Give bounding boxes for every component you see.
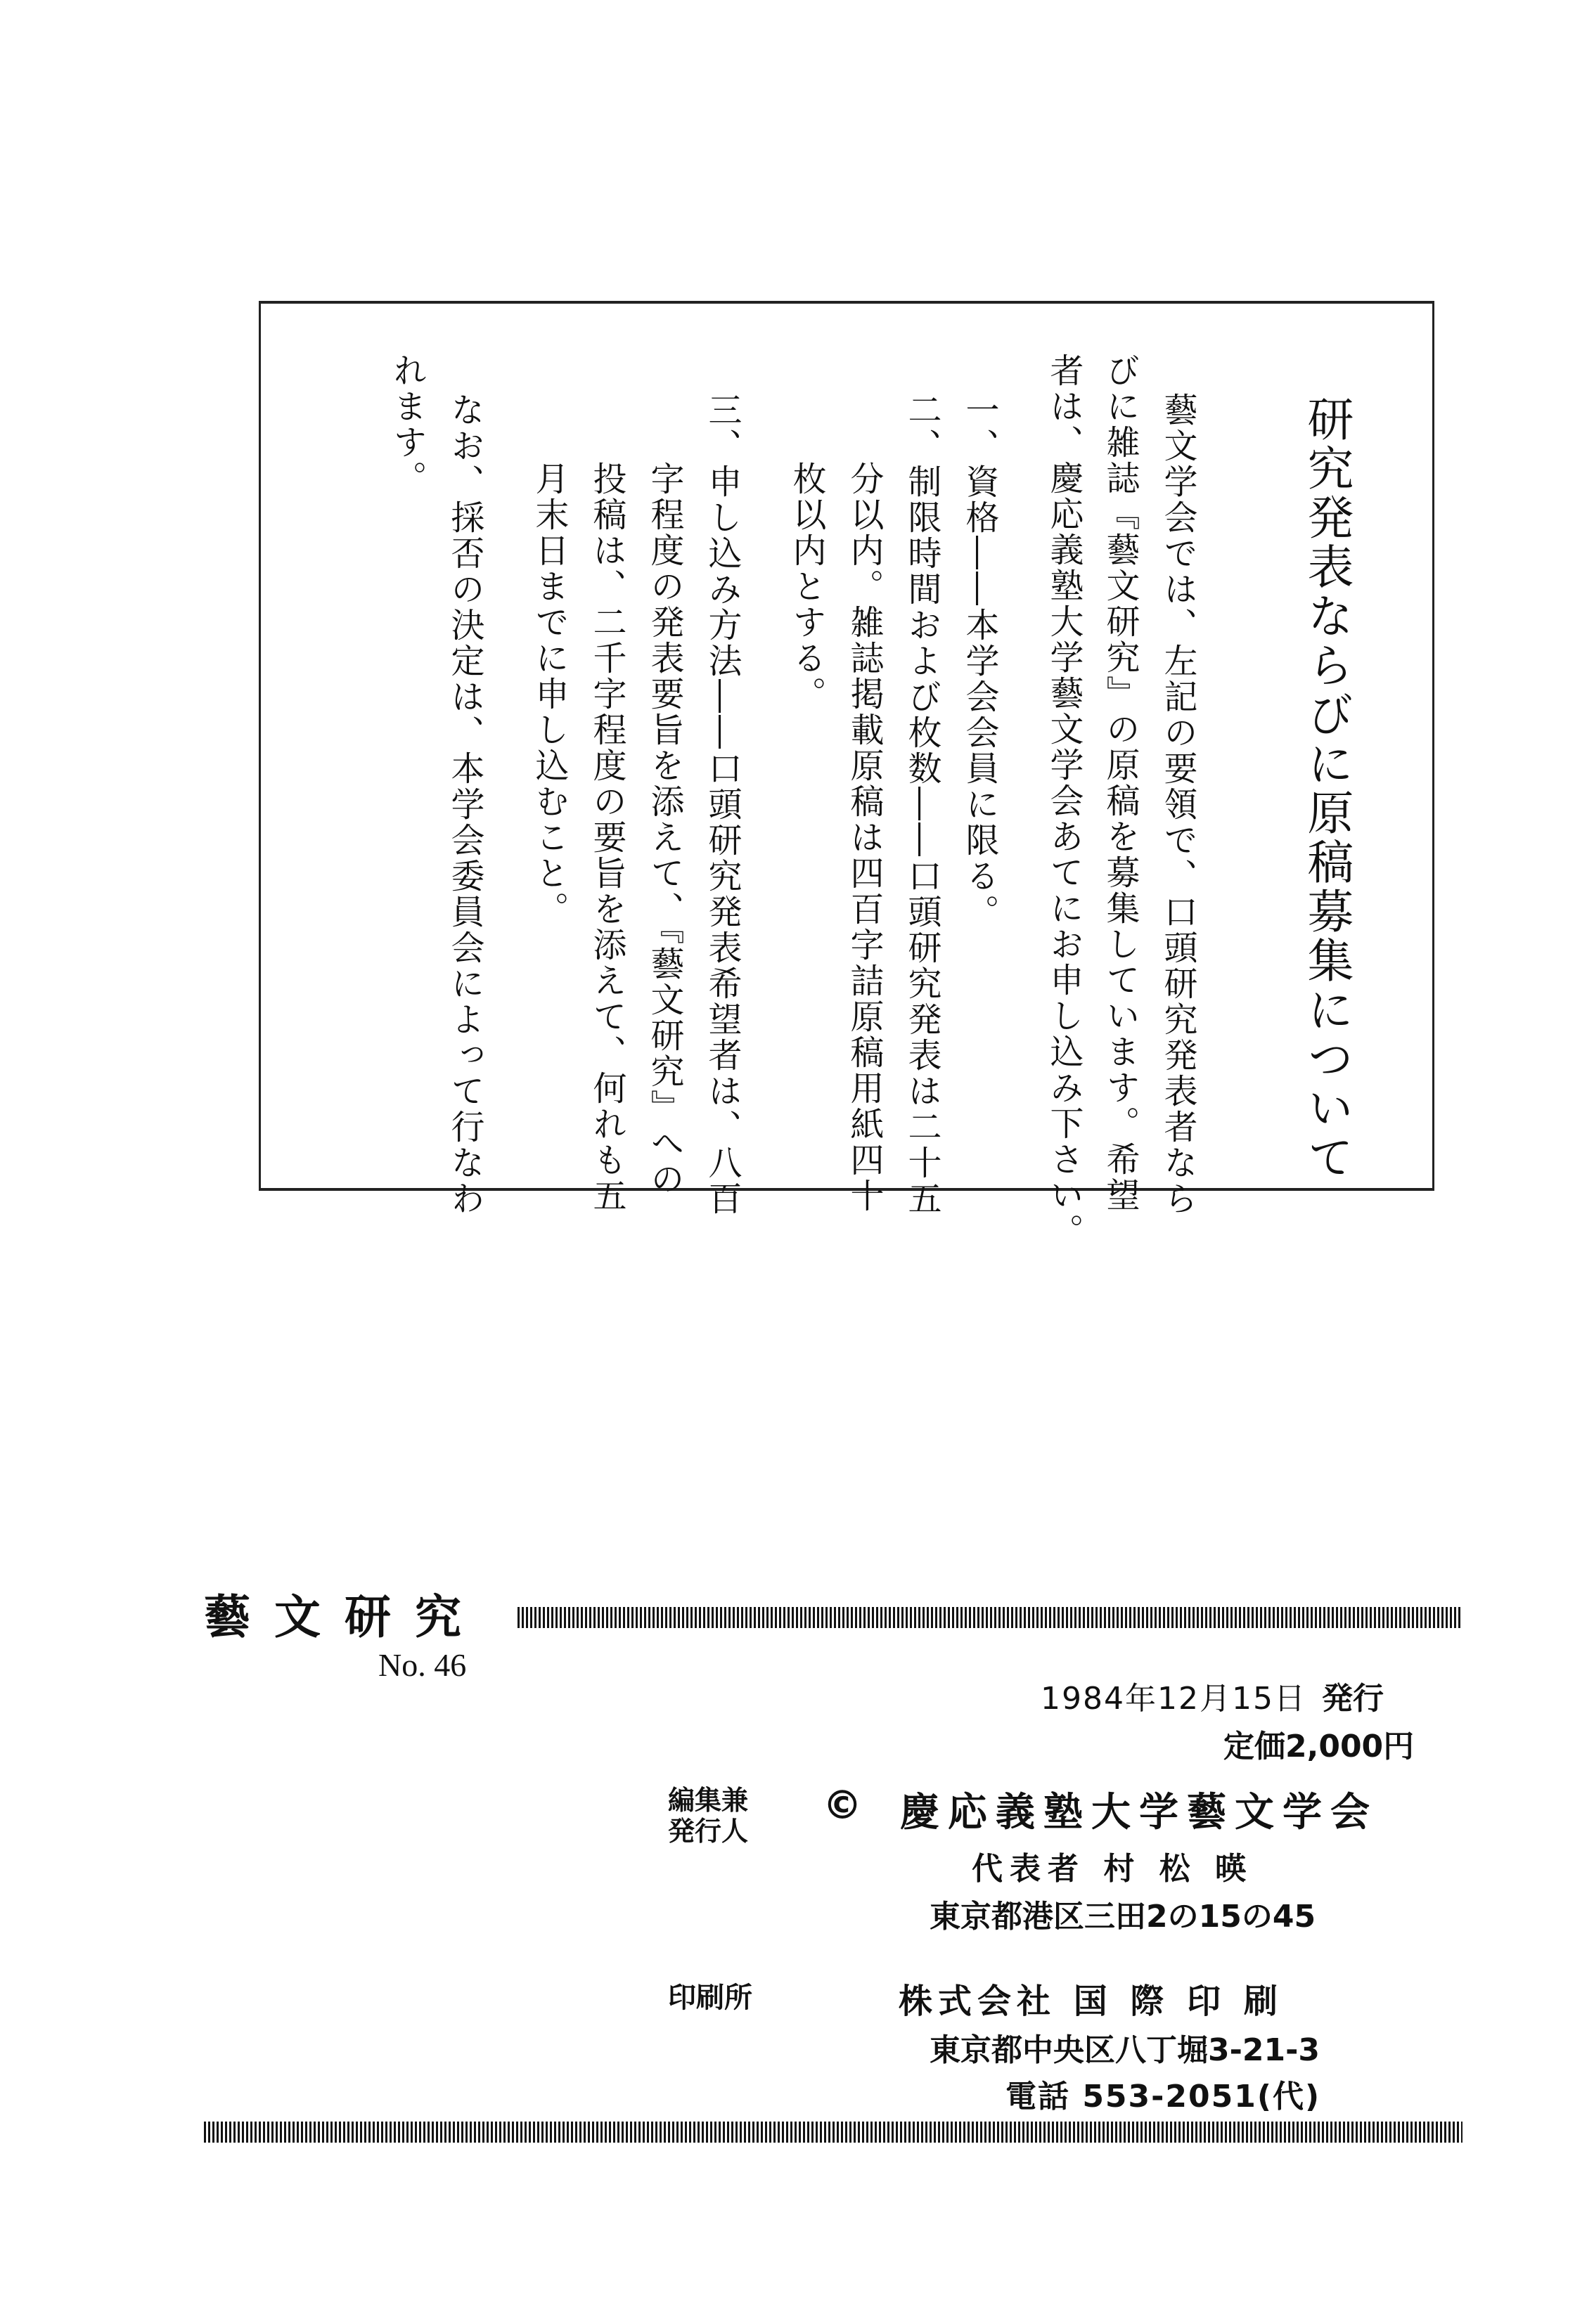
printer-name: 株式会社 国 際 印 刷 [899,1982,1283,2021]
publish-label: 発行 [1322,1681,1384,1717]
recruitment-notice-box [259,301,1434,1249]
copyright-symbol: © [823,1783,862,1828]
editor-label-line1: 編集兼 [668,1785,749,1816]
notice-line: 者は、慶応義塾大学藝文学会あてにお申し込み下さい。 [1044,353,1084,1249]
publisher-address: 東京都港区三田2の15の45 [930,1899,1316,1935]
notice-line: 字程度の発表要旨を添えて、『藝文研究』への [645,461,684,1197]
notice-item-qualification: 一、資格――本学会会員に限る。 [960,392,999,930]
notice-line: 藝文学会では、左記の要領で、口頭研究発表者なら [1158,392,1197,1217]
journal-title: 藝文研究 [204,1590,485,1644]
publish-date: 1984年12月15日 [1041,1681,1306,1717]
notice-line: 月末日までに申し込むこと。 [529,461,569,927]
editor-label-line2: 発行人 [668,1816,749,1847]
printer-address: 東京都中央区八丁堀3-21-3 [930,2032,1320,2068]
notice-title: 研究発表ならびに原稿募集について [1299,395,1354,1182]
printer-label: 印刷所 [668,1982,752,2014]
notice-item-application: 三、申し込み方法――口頭研究発表希望者は、八百 [702,392,742,1217]
masthead [204,1586,1462,1649]
notice-line: びに雑誌『藝文研究』の原稿を募集しています。希望 [1100,353,1140,1213]
representative: 代表者 村 松 暎 [972,1851,1253,1887]
notice-note: なお、採否の決定は、本学会委員会によって行なわ [445,392,484,1217]
price: 定価2,000円 [1223,1729,1415,1764]
publisher-name: 慶応義塾大学藝文学会 [900,1790,1378,1835]
notice-line: 投稿は、二千字程度の要旨を添えて、何れも五 [587,461,626,1214]
notice-line: れます。 [387,353,427,496]
notice-line: 枚以内とする。 [787,461,826,712]
notice-line: 分以内。雑誌掲載原稿は四百字詰原稿用紙四十 [844,461,884,1214]
footer-rule [204,2122,1462,2143]
printer-phone: 電話 553-2051(代) [1005,2079,1321,2115]
notice-item-time-limit: 二、制限時間および枚数――口頭研究発表は二十五 [902,392,941,1217]
masthead-rule [518,1607,1462,1628]
issue-number: No. 46 [378,1647,467,1683]
